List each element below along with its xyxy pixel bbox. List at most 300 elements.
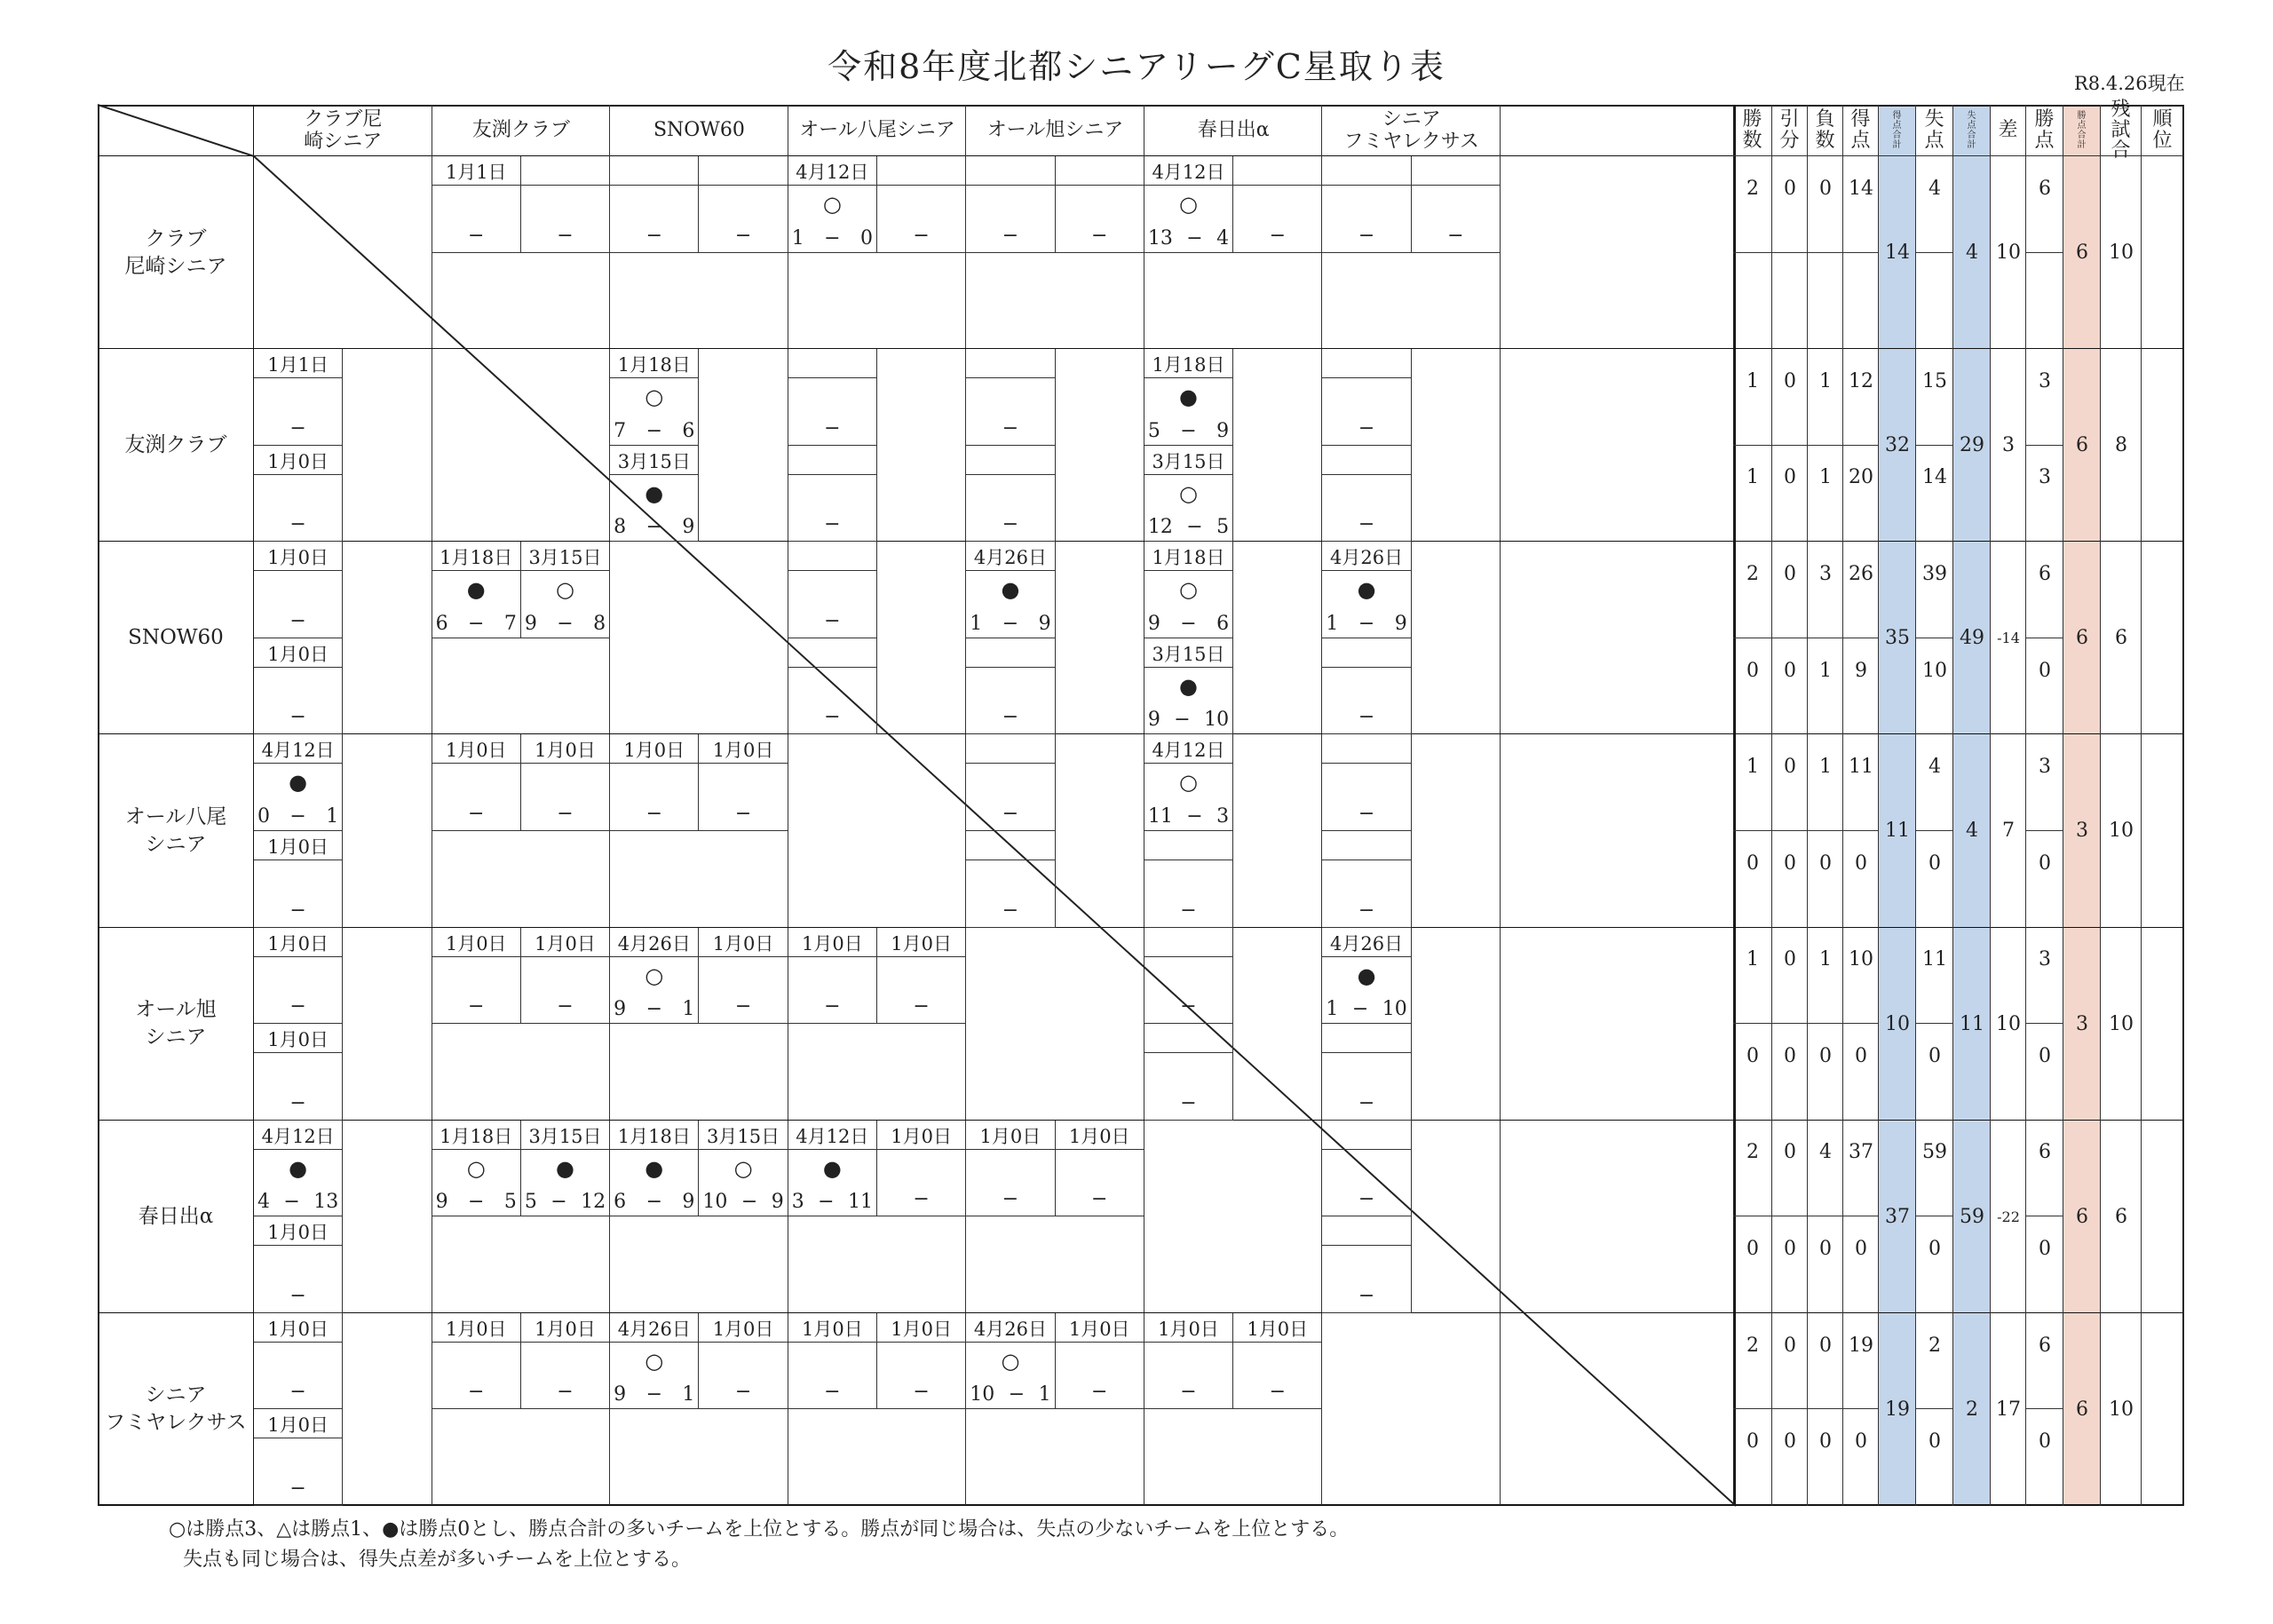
- stat-pts_total: 19: [1885, 1398, 1910, 1421]
- score-value: 3: [1216, 804, 1230, 828]
- win-mark: ○: [645, 963, 664, 988]
- score-value: 12: [1147, 516, 1173, 539]
- stat-win_pts_bottom: 0: [2039, 659, 2051, 682]
- match-date: 4月12日: [1152, 162, 1225, 183]
- stat-rank: [2142, 414, 2184, 478]
- score-value: 1: [1326, 612, 1339, 635]
- stat-diff: 17: [1996, 1398, 2021, 1421]
- score-separator: −: [645, 1191, 662, 1214]
- match-date: 1月0日: [267, 450, 329, 472]
- match-cell: [432, 1313, 521, 1410]
- no-result-dash: −: [1358, 513, 1375, 536]
- match-date: 4月26日: [617, 932, 691, 955]
- stat-value: 0: [1784, 1237, 1796, 1260]
- stat-win_pts_top: 6: [2039, 1141, 2051, 1164]
- match-cell: [788, 638, 877, 735]
- team-column-header: オール八尾シニア: [799, 119, 955, 142]
- match-cell: [1144, 928, 1233, 1025]
- stat-win_pts_total: 6: [2076, 1205, 2088, 1228]
- stat-value: 14: [1849, 177, 1873, 200]
- no-result-dash: −: [289, 899, 306, 922]
- stat-value: 0: [1819, 1237, 1832, 1260]
- match-cell: [254, 1409, 343, 1506]
- score-value: 11: [1147, 804, 1173, 828]
- match-score: [1148, 420, 1229, 442]
- match-cell: [966, 734, 1055, 831]
- stat-win_pts_total: 6: [2076, 627, 2088, 650]
- match-date: 1月1日: [445, 162, 507, 183]
- score-value: 8: [593, 612, 606, 635]
- match-date-strip: [1144, 831, 1232, 860]
- match-date: 1月0日: [623, 740, 685, 762]
- no-result-dash: −: [1002, 416, 1019, 440]
- match-date: 1月18日: [1152, 354, 1225, 376]
- score-value: 0: [859, 226, 873, 250]
- match-cell: [877, 928, 966, 1025]
- no-result-dash: −: [824, 609, 841, 632]
- match-cell: [1056, 156, 1144, 253]
- score-separator: −: [289, 804, 306, 828]
- stat-header: 差: [1991, 105, 2026, 156]
- match-score: [525, 1191, 606, 1213]
- stat-rank: [2142, 606, 2184, 670]
- score-value: 1: [682, 1383, 695, 1406]
- no-result-dash: −: [557, 802, 574, 825]
- score-separator: −: [1174, 709, 1191, 732]
- stat-lost_total: 59: [1960, 1205, 1984, 1228]
- match-cell: [254, 1024, 343, 1121]
- stat-value: 0: [1784, 659, 1796, 682]
- win-mark: ○: [822, 192, 842, 217]
- stat-value: 0: [1746, 1044, 1759, 1067]
- loss-mark: ●: [822, 1155, 842, 1181]
- stat-value: 0: [1784, 1334, 1796, 1357]
- no-result-dash: −: [289, 706, 306, 729]
- no-result-dash: −: [824, 416, 841, 440]
- match-score: [970, 613, 1050, 635]
- loss-mark: ●: [645, 1155, 664, 1181]
- match-cell: [610, 1121, 699, 1217]
- match-date: 1月0日: [712, 740, 774, 762]
- stat-lost_bottom: 14: [1922, 466, 1947, 489]
- match-date: 4月12日: [261, 1125, 335, 1147]
- score-value: 7: [614, 419, 627, 442]
- stat-value: 1: [1746, 466, 1759, 489]
- stat-pts_total: 11: [1885, 820, 1910, 843]
- stat-value: 11: [1849, 756, 1873, 779]
- stat-value: 0: [1819, 1334, 1832, 1357]
- stat-remaining: 6: [2115, 627, 2127, 650]
- match-cell: [1056, 1313, 1144, 1410]
- team-row-header: 友渕クラブ: [124, 433, 227, 457]
- match-date-strip: [966, 638, 1054, 668]
- stat-remaining: 10: [2109, 242, 2134, 265]
- match-date: 4月26日: [1330, 547, 1404, 569]
- score-value: 9: [1147, 709, 1160, 732]
- score-value: 7: [503, 612, 517, 635]
- match-date: 4月12日: [796, 162, 869, 183]
- stat-value: 1: [1746, 948, 1759, 971]
- team-row-header: オール八尾 シニア: [124, 804, 227, 856]
- match-date: 1月1日: [267, 354, 329, 376]
- match-cell: [699, 734, 788, 831]
- score-value: 1: [326, 804, 339, 828]
- match-cell: [788, 156, 877, 253]
- match-date: 1月0日: [801, 932, 863, 955]
- stat-value: 0: [1784, 1044, 1796, 1067]
- team-column-header: オール旭シニア: [986, 119, 1124, 142]
- match-cell: [788, 1313, 877, 1410]
- no-result-dash: −: [557, 995, 574, 1018]
- match-cell: [521, 928, 610, 1025]
- match-cell: [610, 446, 699, 543]
- match-score: [1148, 516, 1229, 538]
- team-row-header: 春日出α: [138, 1204, 214, 1228]
- match-cell: [1233, 156, 1322, 253]
- stat-value: 2: [1746, 1141, 1759, 1164]
- no-result-dash: −: [913, 995, 930, 1018]
- no-result-dash: −: [1358, 1091, 1375, 1114]
- match-cell: [254, 446, 343, 543]
- stat-lost_top: 4: [1928, 756, 1941, 779]
- match-date-strip: [788, 349, 876, 378]
- match-cell: [1144, 446, 1233, 543]
- match-cell: [877, 156, 966, 253]
- match-cell: [1322, 928, 1411, 1025]
- stat-win_pts_top: 3: [2039, 369, 2051, 392]
- match-cell: [966, 1121, 1055, 1217]
- score-value: 1: [791, 226, 804, 250]
- match-date: 3月15日: [707, 1125, 780, 1147]
- no-result-dash: −: [1180, 1091, 1197, 1114]
- match-date: 1月0日: [1068, 1318, 1130, 1340]
- match-cell: [432, 928, 521, 1025]
- stat-header: 順 位: [2142, 105, 2184, 156]
- team-column-header: 春日出α: [1197, 119, 1270, 142]
- loss-mark: ●: [1179, 673, 1198, 699]
- loss-mark: ●: [1357, 963, 1376, 988]
- match-cell: [254, 638, 343, 735]
- stat-lost_top: 39: [1922, 562, 1947, 585]
- no-result-dash: −: [824, 513, 841, 536]
- match-date-strip: [1322, 1024, 1410, 1053]
- no-result-dash: −: [913, 1381, 930, 1404]
- match-date: 3月15日: [1152, 643, 1225, 665]
- loss-mark: ●: [556, 1155, 574, 1181]
- match-cell: [610, 156, 699, 253]
- match-cell: [432, 542, 521, 638]
- stat-pts_total: 10: [1885, 1012, 1910, 1035]
- no-result-dash: −: [1180, 1381, 1197, 1404]
- stat-value: 0: [1855, 852, 1867, 875]
- win-mark: ○: [1179, 577, 1198, 603]
- note-line-1: ○は勝点3、△は勝点1、●は勝点0とし、勝点合計の多いチームを上位とする。勝点が同じ場合は、失点の少ないチームを上位とする。: [169, 1518, 1350, 1541]
- match-score: [1326, 613, 1406, 635]
- stat-header: 引 分: [1772, 105, 1808, 156]
- match-date-strip: [877, 156, 965, 186]
- stat-lost_total: 29: [1960, 434, 1984, 457]
- score-separator: −: [645, 419, 662, 442]
- match-date: 1月0日: [445, 1318, 507, 1340]
- match-score: [614, 1383, 694, 1406]
- stat-lost_total: 11: [1960, 1012, 1984, 1035]
- stat-value: 0: [1784, 852, 1796, 875]
- match-cell: [254, 734, 343, 831]
- score-separator: −: [1186, 226, 1203, 250]
- stat-rank: [2142, 799, 2184, 863]
- no-result-dash: −: [1002, 1188, 1019, 1211]
- score-value: 1: [1326, 998, 1339, 1021]
- match-date-strip: [788, 638, 876, 668]
- stat-lost_top: 2: [1928, 1334, 1941, 1357]
- stat-value: 2: [1746, 1334, 1759, 1357]
- loss-mark: ●: [1179, 384, 1198, 410]
- match-date-strip: [1322, 831, 1410, 860]
- stat-lost_top: 11: [1922, 948, 1947, 971]
- stat-header: 得 点 合 計: [1879, 105, 1916, 156]
- score-separator: −: [1180, 419, 1197, 442]
- win-mark: ○: [1001, 1348, 1020, 1374]
- score-separator: −: [1186, 516, 1203, 539]
- stat-remaining: 8: [2115, 434, 2127, 457]
- no-result-dash: −: [289, 1381, 306, 1404]
- stat-diff: 7: [2002, 820, 2015, 843]
- stat-value: 0: [1784, 756, 1796, 779]
- match-cell: [788, 349, 877, 446]
- score-separator: −: [1186, 804, 1203, 828]
- stat-value: 12: [1849, 369, 1873, 392]
- no-result-dash: −: [734, 802, 752, 825]
- match-date: 1月0日: [267, 1222, 329, 1244]
- match-cell: [254, 831, 343, 928]
- match-score: [525, 613, 606, 635]
- no-result-dash: −: [1269, 1381, 1286, 1404]
- win-mark: ○: [645, 384, 664, 410]
- win-mark: ○: [733, 1155, 753, 1181]
- loss-mark: ●: [289, 1155, 308, 1181]
- stat-header: 負 数: [1808, 105, 1843, 156]
- match-date: 4月12日: [1152, 740, 1225, 762]
- score-separator: −: [1358, 612, 1375, 635]
- match-score: [792, 227, 873, 250]
- match-date: 4月26日: [973, 1318, 1047, 1340]
- as-of-date: R8.4.26現在: [2074, 73, 2185, 94]
- score-separator: −: [550, 1191, 567, 1214]
- stat-lost_bottom: 0: [1928, 1237, 1941, 1260]
- stat-value: 0: [1746, 1237, 1759, 1260]
- loss-mark: ●: [645, 480, 664, 506]
- stat-value: 0: [1819, 177, 1832, 200]
- stat-value: 0: [1784, 369, 1796, 392]
- no-result-dash: −: [289, 609, 306, 632]
- match-cell: [788, 1121, 877, 1217]
- no-result-dash: −: [824, 706, 841, 729]
- match-cell: [1144, 831, 1233, 928]
- match-cell: [1322, 1216, 1411, 1313]
- team-row-header: シニア フミヤレクサス: [105, 1383, 247, 1435]
- stat-win_pts_bottom: 0: [2039, 1044, 2051, 1067]
- match-date: 3月15日: [1152, 450, 1225, 472]
- no-result-dash: −: [289, 995, 306, 1018]
- stat-diff: 3: [2002, 434, 2015, 457]
- loss-mark: ●: [289, 770, 308, 796]
- stat-lost_total: 4: [1966, 242, 1978, 265]
- page-title: 令和8年度北都シニアリーグC星取り表: [828, 47, 1445, 86]
- stat-value: 0: [1784, 948, 1796, 971]
- loss-mark: ●: [466, 577, 486, 603]
- match-date: 1月0日: [1158, 1318, 1219, 1340]
- match-cell: [610, 1313, 699, 1410]
- match-cell: [610, 928, 699, 1025]
- stat-win_pts_total: 3: [2076, 1012, 2088, 1035]
- stat-value: 0: [1855, 1430, 1867, 1454]
- team-column-header: SNOW60: [653, 119, 745, 142]
- score-value: 6: [1216, 612, 1230, 635]
- score-separator: −: [1002, 612, 1019, 635]
- score-value: 13: [313, 1191, 339, 1214]
- no-result-dash: −: [1090, 224, 1108, 247]
- match-date: 4月26日: [973, 547, 1047, 569]
- match-date-strip: [1322, 446, 1410, 475]
- match-cell: [1322, 831, 1411, 928]
- stat-value: 2: [1746, 177, 1759, 200]
- match-date-strip: [1322, 1121, 1410, 1150]
- match-cell: [1233, 1313, 1322, 1410]
- stat-lost_total: 2: [1966, 1398, 1978, 1421]
- no-result-dash: −: [1358, 1284, 1375, 1307]
- stat-value: 0: [1819, 1430, 1832, 1454]
- no-result-dash: −: [1002, 706, 1019, 729]
- stat-lost_bottom: 0: [1928, 1430, 1941, 1454]
- score-value: 11: [847, 1191, 873, 1214]
- match-date: 1月0日: [979, 1125, 1041, 1147]
- stat-win_pts_top: 6: [2039, 1334, 2051, 1357]
- score-separator: −: [467, 612, 485, 635]
- score-value: 9: [435, 1191, 448, 1214]
- match-date: 1月0日: [267, 1318, 329, 1340]
- note-line-2: 失点も同じ場合は、得失点差が多いチームを上位とする。: [183, 1549, 692, 1571]
- match-cell: [699, 156, 788, 253]
- stat-header: 失 点 合 計: [1953, 105, 1991, 156]
- loss-mark: ●: [1357, 577, 1376, 603]
- match-cell: [699, 1121, 788, 1217]
- match-score: [792, 1191, 873, 1213]
- match-date-strip: [788, 542, 876, 571]
- no-result-dash: −: [1180, 995, 1197, 1018]
- match-cell: [877, 1121, 966, 1217]
- no-result-dash: −: [1002, 899, 1019, 922]
- match-cell: [966, 1313, 1055, 1410]
- stat-value: 26: [1849, 562, 1873, 585]
- match-date-strip: [1322, 734, 1410, 764]
- no-result-dash: −: [1358, 224, 1375, 247]
- match-cell: [966, 349, 1055, 446]
- stat-diff: -14: [1997, 630, 2020, 647]
- no-result-dash: −: [1358, 802, 1375, 825]
- win-mark: ○: [466, 1155, 486, 1181]
- no-result-dash: −: [467, 802, 485, 825]
- match-cell: [877, 1313, 966, 1410]
- match-score: [1326, 998, 1406, 1020]
- match-cell: [788, 446, 877, 543]
- match-date: 1月18日: [440, 1125, 513, 1147]
- stat-value: 1: [1819, 948, 1832, 971]
- score-value: 9: [614, 998, 627, 1021]
- score-value: 13: [1147, 226, 1173, 250]
- match-date: 3月15日: [528, 547, 602, 569]
- team-row-header: クラブ 尼崎シニア: [124, 226, 227, 278]
- match-score: [614, 1191, 694, 1213]
- no-result-dash: −: [1180, 899, 1197, 922]
- match-cell: [254, 1313, 343, 1410]
- no-result-dash: −: [289, 513, 306, 536]
- match-cell: [254, 1216, 343, 1313]
- match-cell: [966, 156, 1055, 253]
- match-date: 4月26日: [617, 1318, 691, 1340]
- no-result-dash: −: [1447, 224, 1464, 247]
- match-date: 1月18日: [617, 1125, 691, 1147]
- match-cell: [610, 734, 699, 831]
- match-cell: [521, 1313, 610, 1410]
- score-separator: −: [645, 998, 662, 1021]
- stat-value: 1: [1819, 466, 1832, 489]
- match-score: [1148, 709, 1229, 731]
- no-result-dash: −: [1090, 1188, 1108, 1211]
- stat-rank: [2142, 220, 2184, 284]
- score-value: 10: [1382, 998, 1407, 1021]
- stat-value: 0: [1819, 1044, 1832, 1067]
- match-date: 1月0日: [267, 547, 329, 569]
- score-value: 9: [1216, 419, 1230, 442]
- match-score: [702, 1191, 783, 1213]
- stat-remaining: 10: [2109, 820, 2134, 843]
- stat-lost_bottom: 0: [1928, 1044, 1941, 1067]
- match-cell: [610, 349, 699, 446]
- stat-win_pts_total: 6: [2076, 242, 2088, 265]
- match-date: 1月0日: [1247, 1318, 1309, 1340]
- score-value: 9: [682, 1191, 695, 1214]
- match-date: 1月0日: [267, 836, 329, 858]
- win-mark: ○: [1179, 770, 1198, 796]
- match-date: 1月18日: [617, 354, 691, 376]
- score-value: 0: [257, 804, 270, 828]
- match-date: 1月0日: [712, 1318, 774, 1340]
- stat-value: 1: [1746, 369, 1759, 392]
- score-value: 9: [771, 1191, 784, 1214]
- no-result-dash: −: [913, 1188, 930, 1211]
- match-date: 1月0日: [891, 1318, 952, 1340]
- match-date: 1月0日: [801, 1318, 863, 1340]
- match-score: [614, 420, 694, 442]
- stat-rank: [2142, 1377, 2184, 1441]
- match-date: 1月0日: [891, 932, 952, 955]
- stat-lost_top: 59: [1922, 1141, 1947, 1164]
- no-result-dash: −: [467, 995, 485, 1018]
- stat-header: 勝 点 合 計: [2063, 105, 2101, 156]
- match-date-strip: [788, 446, 876, 475]
- match-cell: [1322, 638, 1411, 735]
- match-cell: [432, 156, 521, 253]
- stat-value: 37: [1849, 1141, 1873, 1164]
- loss-mark: ●: [1001, 577, 1020, 603]
- match-date: 1月0日: [712, 932, 774, 955]
- match-score: [614, 998, 694, 1020]
- stat-rank: [2142, 1184, 2184, 1248]
- score-value: 1: [970, 612, 983, 635]
- match-cell: [1322, 1121, 1411, 1217]
- no-result-dash: −: [1002, 802, 1019, 825]
- no-result-dash: −: [1269, 224, 1286, 247]
